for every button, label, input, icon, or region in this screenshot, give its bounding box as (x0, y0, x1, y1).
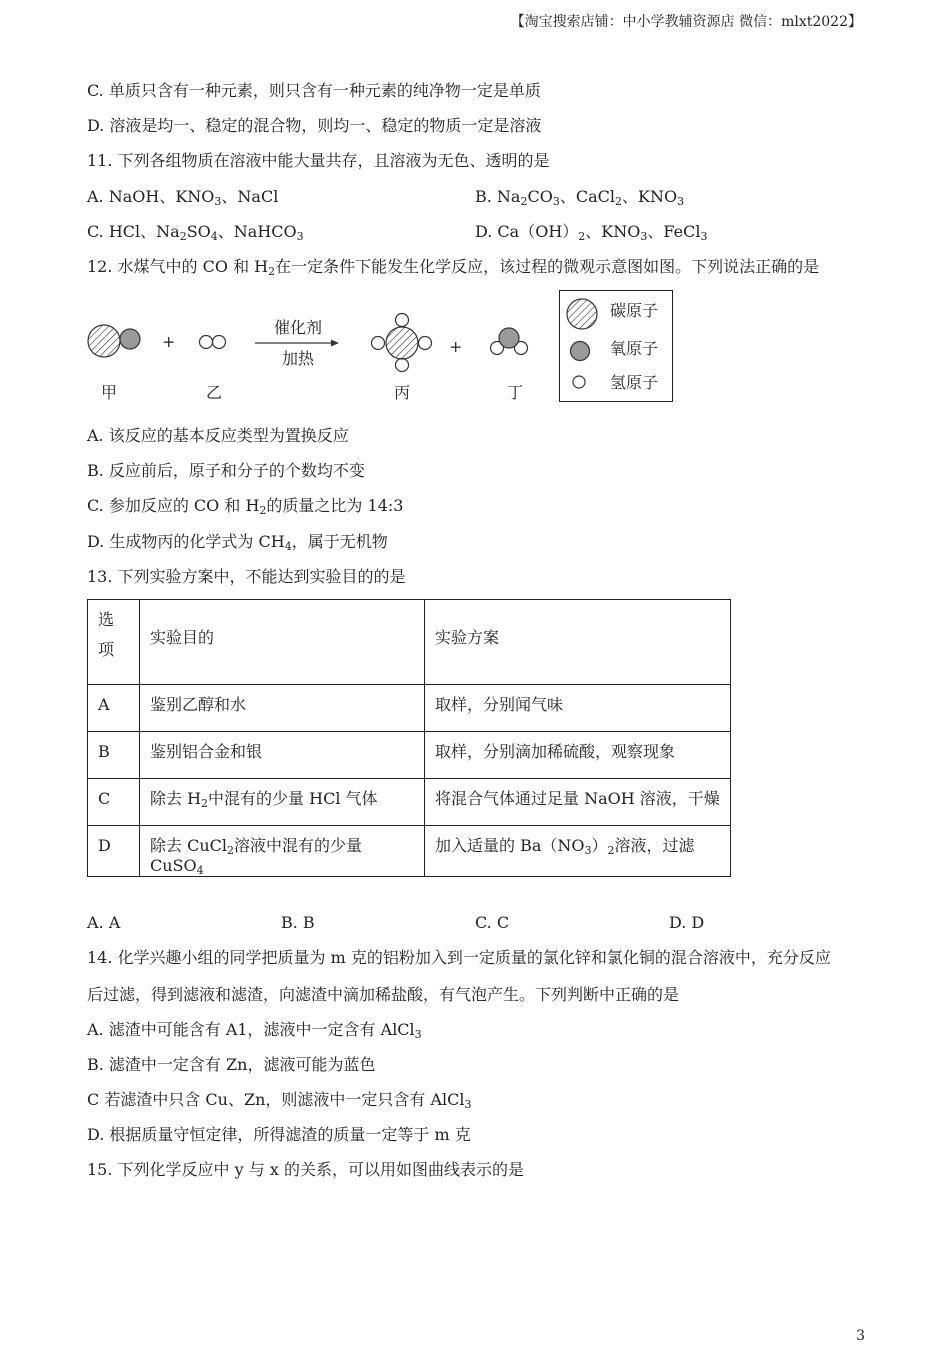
molecule-bing-ch4 (372, 314, 432, 372)
legend-carbon-symbol (567, 299, 597, 329)
atom-legend (559, 290, 673, 402)
condition-catalyst: 催化剂 (274, 318, 323, 337)
q12-option-b: B. 反应前后，原子和分子的个数均不变 (87, 461, 365, 480)
q11-option-a: A. NaOH、$KNO_3$、NaCl (87, 187, 279, 208)
molecule-yi-h2 (200, 336, 226, 349)
q10-option-c: C. 单质只含有一种元素，则只含有一种元素的纯净物一定是单质 (87, 81, 541, 100)
label-jia: 甲 (101, 383, 118, 402)
header-plan: 实验方案 (425, 600, 731, 685)
q13-stem: 13. 下列实验方案中，不能达到实验目的的是 (87, 567, 406, 586)
row-c-goal: 除去 $H_2$中混有的少量 HCl 气体 (140, 779, 425, 826)
condition-heat: 加热 (282, 349, 315, 368)
legend-hydrogen-symbol (573, 376, 585, 388)
q13-option-b: B. B (281, 913, 315, 932)
q11-stem: 11. 下列各组物质在溶液中能大量共存，且溶液为无色、透明的是 (87, 151, 550, 170)
plus-sign-2: + (449, 337, 463, 356)
reaction-arrow (255, 340, 339, 347)
row-d-goal: 除去 CuCl$_2$溶液中混有的少量 CuSO$_4$ (140, 826, 425, 877)
row-d-option: D (88, 826, 140, 877)
table-row (88, 779, 731, 826)
page-header: 【淘宝搜索店铺：中小学教辅资源店 微信：mlxt2022】 (510, 14, 862, 30)
header-option: 选 项 (88, 600, 140, 685)
row-c-option: C (88, 779, 140, 826)
row-b-plan: 取样，分别滴加稀硫酸，观察现象 (425, 732, 731, 779)
q15-stem: 15. 下列化学反应中 y 与 x 的关系，可以用如图曲线表示的是 (87, 1160, 524, 1179)
table-row (88, 826, 731, 877)
q13-option-d: D. D (669, 913, 705, 932)
q13-option-c: C. C (475, 913, 510, 932)
q14-option-b: B. 滤渣中一定含有 Zn，滤液可能为蓝色 (87, 1055, 376, 1074)
molecule-ding-h2o (491, 328, 528, 355)
row-b-goal: 鉴别铝合金和银 (140, 732, 425, 779)
legend-carbon: 碳原子 (610, 301, 659, 320)
row-b-option: B (88, 732, 140, 779)
q11-option-b: B. $Na_2CO_3$、CaCl$_2$、$KNO_3$ (475, 187, 685, 208)
q12-option-d: D. 生成物丙的化学式为 $CH_4$，属于无机物 (87, 532, 388, 553)
plus-sign-1: + (162, 332, 176, 351)
table-row (88, 732, 731, 779)
label-yi: 乙 (206, 383, 223, 402)
legend-oxygen: 氧原子 (610, 339, 659, 358)
page-number: 3 (856, 1328, 865, 1344)
q11-option-d: D. $Ca(OH)_2$、$KNO_3$、FeCl$_3$ (475, 222, 708, 243)
row-a-option: A (88, 685, 140, 732)
row-a-goal: 鉴别乙醇和水 (140, 685, 425, 732)
legend-symbols (560, 291, 608, 401)
row-d-plan: 加入适量的 $Ba(NO_3)_2$溶液，过滤 (425, 826, 731, 877)
q14-option-c: C 若滤渣中只含 Cu、Zn，则滤液中一定只含有 AlCl$_3$ (87, 1090, 472, 1111)
q14-stem-line2: 后过滤，得到滤液和滤渣，向滤渣中滴加稀盐酸，有气泡产生。下列判断中正确的是 (87, 985, 680, 1004)
q14-option-d: D. 根据质量守恒定律，所得滤渣的质量一定等于 m 克 (87, 1125, 471, 1144)
q10-option-d: D. 溶液是均一、稳定的混合物，则均一、稳定的物质一定是溶液 (87, 116, 542, 135)
molecule-jia-co (88, 325, 140, 357)
row-c-plan: 将混合气体通过足量 NaOH 溶液，干燥 (425, 779, 731, 826)
q12-option-a: A. 该反应的基本反应类型为置换反应 (87, 426, 349, 445)
label-ding: 丁 (507, 383, 524, 402)
table-row (88, 685, 731, 732)
header-goal: 实验目的 (140, 600, 425, 685)
q14-stem-line1: 14. 化学兴趣小组的同学把质量为 m 克的铝粉加入到一定质量的氯化锌和氯化铜的混合溶液中，充分反应 (87, 948, 831, 967)
row-a-plan: 取样，分别闻气味 (425, 685, 731, 732)
q12-stem: 12. 水煤气中的 CO 和 $H_2$在一定条件下能发生化学反应，该过程的微观示意图如图。下列说法正确的是 (87, 257, 820, 278)
legend-oxygen-symbol (571, 342, 590, 361)
q11-option-c: C. HCl、$Na_2SO_4$、NaHCO$_3$ (87, 222, 304, 243)
q14-option-a: A. 滤渣中可能含有 A1，滤液中一定含有 AlCl$_3$ (87, 1020, 422, 1041)
reaction-diagram (85, 300, 555, 380)
table-header-row (88, 600, 731, 685)
experiment-table (87, 599, 731, 877)
label-bing: 丙 (394, 383, 411, 402)
legend-hydrogen: 氢原子 (610, 373, 659, 392)
q13-option-a: A. A (87, 913, 121, 932)
q12-option-c: C. 参加反应的 CO 和 $H_2$的质量之比为 14:3 (87, 496, 404, 517)
